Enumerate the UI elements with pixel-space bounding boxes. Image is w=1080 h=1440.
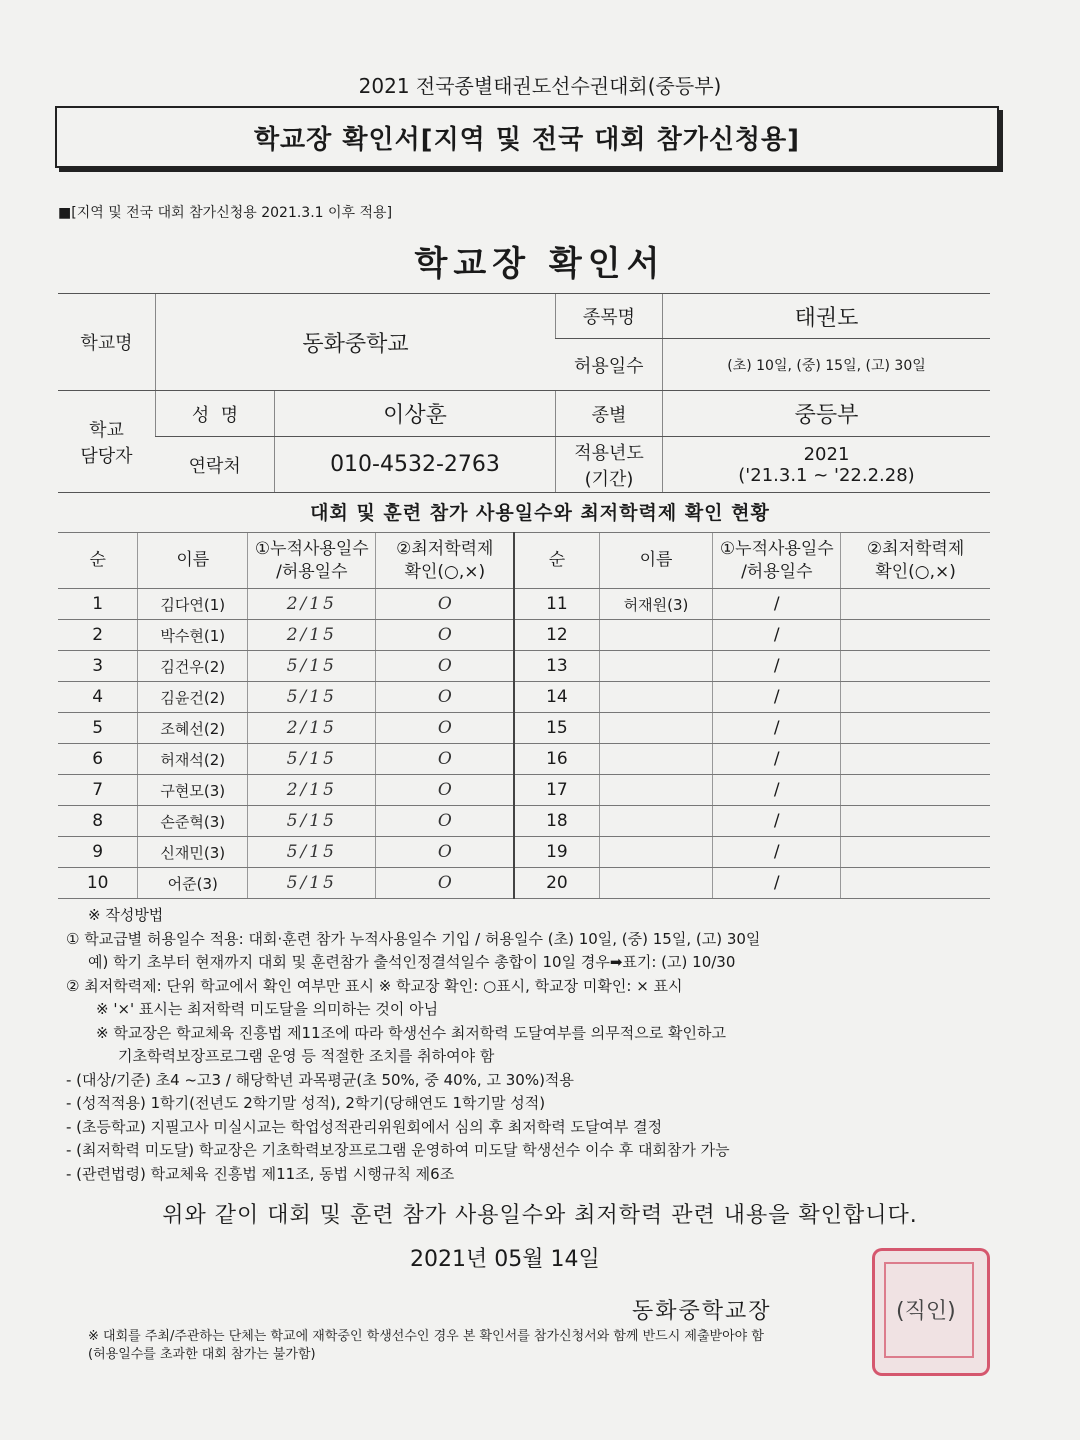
- row-name: [599, 713, 713, 744]
- table-row: [58, 837, 990, 868]
- row-days: 2/15: [248, 589, 376, 620]
- row-check: [841, 775, 990, 806]
- status-table: [58, 532, 990, 899]
- row-days: 5/15: [248, 682, 376, 713]
- row-name: 김다연(1): [138, 589, 248, 620]
- row-no: 7: [58, 775, 138, 806]
- row-name: 김윤건(2): [138, 682, 248, 713]
- row-no: 12: [514, 620, 599, 651]
- school-label: 학교명: [58, 294, 156, 391]
- row-check: O: [376, 744, 514, 775]
- row-days: /: [713, 682, 841, 713]
- name-value: 이상훈: [275, 391, 556, 437]
- phone-value: 010-4532-2763: [275, 437, 556, 493]
- notice-line: ■[지역 및 전국 대회 참가신청용 2021.3.1 이후 적용]: [58, 205, 393, 221]
- row-check: [841, 744, 990, 775]
- row-name: [599, 620, 713, 651]
- table-row: [58, 775, 990, 806]
- instruction-line: - (초등학교) 지필고사 미실시교는 학업성적관리위원회에서 심의 후 최저학력 도달여부 결정: [66, 1117, 663, 1136]
- row-days: 5/15: [248, 806, 376, 837]
- sport-label: 종목명: [556, 294, 663, 339]
- year-value: [663, 437, 991, 493]
- row-name: [599, 744, 713, 775]
- table-row: [58, 868, 990, 899]
- row-check: O: [376, 775, 514, 806]
- allowed-days-value: (초) 10일, (중) 15일, (고) 30일: [663, 339, 991, 391]
- header-days-left: [248, 533, 376, 589]
- phone-label: 연락처: [156, 437, 275, 493]
- row-name: 구현모(3): [138, 775, 248, 806]
- table-row: [58, 589, 990, 620]
- row-days: /: [713, 806, 841, 837]
- contact-label-line2: 담당자: [80, 445, 133, 467]
- principal-signature: 동화중학교장: [632, 1299, 772, 1324]
- row-no: 6: [58, 744, 138, 775]
- row-days: /: [713, 775, 841, 806]
- header-check-line1: ②최저학력제: [866, 539, 965, 560]
- row-check: [841, 620, 990, 651]
- instruction-line: - (최저학력 미도달) 학교장은 기초학력보장프로그램 운영하여 미도달 학생선수 이수 후 대회참가 가능: [66, 1141, 730, 1159]
- row-check: O: [376, 806, 514, 837]
- header-check-line2: 확인(○,×): [404, 561, 486, 582]
- table-row: [58, 806, 990, 837]
- row-days: /: [713, 589, 841, 620]
- row-check: O: [376, 651, 514, 682]
- table-row: [58, 744, 990, 775]
- row-name: 조혜선(2): [138, 713, 248, 744]
- row-name: 허재석(2): [138, 744, 248, 775]
- row-no: 13: [514, 651, 599, 682]
- row-days: 5/15: [248, 744, 376, 775]
- row-days: /: [713, 713, 841, 744]
- table-row: [58, 713, 990, 744]
- form-title-box: [55, 106, 999, 168]
- row-check: [841, 682, 990, 713]
- seal-label: (직인): [896, 1299, 956, 1324]
- school-info-table: [58, 293, 990, 493]
- sport-value: 태권도: [663, 294, 991, 339]
- row-days: 2/15: [248, 713, 376, 744]
- instruction-line: - (관련법령) 학교체육 진흥법 제11조, 동법 시행규칙 제6조: [66, 1164, 455, 1183]
- school-value: 동화중학교: [156, 294, 556, 391]
- header-check-left: [376, 533, 514, 589]
- header-name-left: 이름: [138, 533, 248, 589]
- instruction-line: - (대상/기준) 초4 ~고3 / 해당학년 과목평균(초 50%, 중 40%, 고 30%)적용: [66, 1070, 574, 1089]
- allowed-days-label: 허용일수: [556, 339, 663, 391]
- row-no: 14: [514, 682, 599, 713]
- row-no: 20: [514, 868, 599, 899]
- row-check: O: [376, 682, 514, 713]
- header-days-line1: ①누적사용일수: [254, 539, 369, 560]
- row-no: 17: [514, 775, 599, 806]
- year-label-line1: 적용년도: [574, 442, 644, 464]
- event-title: 2021 전국종별태권도선수권대회(중등부): [358, 74, 722, 98]
- instruction-line: - (성적적용) 1학기(전년도 2학기말 성적), 2학기(당해연도 1학기말 성적): [66, 1094, 546, 1112]
- header-days-line2: /허용일수: [741, 561, 813, 582]
- header-days-line1: ①누적사용일수: [719, 539, 834, 560]
- row-name: [599, 806, 713, 837]
- footnote-line: (허용일수를 초과한 대회 참가는 불가함): [88, 1347, 316, 1362]
- header-check-line2: 확인(○,×): [875, 561, 956, 582]
- row-no: 16: [514, 744, 599, 775]
- instruction-line: ② 최저학력제: 단위 학교에서 확인 여부만 표시 ※ 학교장 확인: ○표시, 학교장 미확인: × 표시: [66, 976, 683, 995]
- header-name-right: 이름: [599, 533, 713, 589]
- row-name: [599, 837, 713, 868]
- row-no: 3: [58, 651, 138, 682]
- year-value-line2: ('21.3.1 ~ '22.2.28): [738, 464, 915, 486]
- confirmation-statement: 위와 같이 대회 및 훈련 참가 사용일수와 최저학력 관련 내용을 확인합니다.: [162, 1203, 918, 1228]
- division-value: 중등부: [663, 391, 991, 437]
- row-name: 손준혁(3): [138, 806, 248, 837]
- row-no: 9: [58, 837, 138, 868]
- row-check: O: [376, 589, 514, 620]
- table-row: [58, 620, 990, 651]
- instruction-line: ※ '×' 표시는 최저학력 미도달을 의미하는 것이 아님: [96, 1000, 439, 1018]
- row-days: /: [713, 868, 841, 899]
- issue-date: 2021년 05월 14일: [410, 1247, 600, 1272]
- header-no-left: 순: [58, 533, 138, 589]
- row-name: 김건우(2): [138, 651, 248, 682]
- instruction-line: ① 학교급별 허용일수 적용: 대회·훈련 참가 누적사용일수 기입 / 허용일수 (초) 10일, (중) 15일, (고) 30일: [66, 929, 761, 948]
- row-days: 5/15: [248, 651, 376, 682]
- row-check: [841, 837, 990, 868]
- row-name: 박수현(1): [138, 620, 248, 651]
- row-check: O: [376, 837, 514, 868]
- footnote: [88, 1328, 764, 1364]
- row-check: O: [376, 868, 514, 899]
- contact-label-line1: 학교: [89, 419, 124, 441]
- row-days: 5/15: [248, 868, 376, 899]
- row-name: 어준(3): [138, 868, 248, 899]
- row-name: [599, 651, 713, 682]
- row-no: 1: [58, 589, 138, 620]
- row-no: 15: [514, 713, 599, 744]
- year-label-line2: (기간): [584, 468, 634, 490]
- year-label: [556, 437, 663, 493]
- table-row: [58, 651, 990, 682]
- row-no: 2: [58, 620, 138, 651]
- instructions-heading: ※ 작성방법: [88, 906, 164, 924]
- row-no: 10: [58, 868, 138, 899]
- row-check: [841, 713, 990, 744]
- division-label: 종별: [556, 391, 663, 437]
- row-name: [599, 682, 713, 713]
- footnote-line: ※ 대회를 주최/주관하는 단체는 학교에 재학중인 학생선수인 경우 본 확인서를 참가신청서와 함께 반드시 제출받아야 함: [88, 1329, 764, 1344]
- row-no: 8: [58, 806, 138, 837]
- name-label: 성 명: [156, 391, 275, 437]
- row-check: [841, 806, 990, 837]
- row-check: [841, 868, 990, 899]
- header-days-line2: /허용일수: [276, 561, 348, 582]
- row-days: 5/15: [248, 837, 376, 868]
- contact-person-label: [58, 391, 156, 493]
- row-check: O: [376, 620, 514, 651]
- row-no: 5: [58, 713, 138, 744]
- row-days: /: [713, 744, 841, 775]
- row-name: 허재원(3): [599, 589, 713, 620]
- status-table-body: [58, 589, 990, 899]
- table-row: [58, 682, 990, 713]
- row-name: [599, 775, 713, 806]
- instruction-line: 예) 학기 초부터 현재까지 대회 및 훈련참가 출석인정결석일수 총합이 10일 경우➡표기: (고) 10/30: [88, 953, 736, 971]
- status-title: 대회 및 훈련 참가 사용일수와 최저학력제 확인 현황: [310, 502, 770, 524]
- row-no: 4: [58, 682, 138, 713]
- year-value-line1: 2021: [803, 443, 850, 465]
- row-no: 19: [514, 837, 599, 868]
- row-check: [841, 651, 990, 682]
- document-title: 학교장 확인서: [414, 244, 666, 284]
- instruction-line: 기초학력보장프로그램 운영 등 적절한 조치를 취하여야 함: [118, 1047, 495, 1065]
- row-check: O: [376, 713, 514, 744]
- form-title: 학교장 확인서[지역 및 전국 대회 참가신청용]: [253, 124, 801, 155]
- row-days: /: [713, 837, 841, 868]
- header-no-right: 순: [514, 533, 599, 589]
- row-no: 11: [514, 589, 599, 620]
- row-days: /: [713, 651, 841, 682]
- header-check-line1: ②최저학력제: [396, 539, 494, 560]
- instructions: [66, 904, 986, 1186]
- row-check: [841, 589, 990, 620]
- row-days: 2/15: [248, 775, 376, 806]
- row-name: [599, 868, 713, 899]
- header-days-right: [713, 533, 841, 589]
- row-name: 신재민(3): [138, 837, 248, 868]
- instruction-line: ※ 학교장은 학교체육 진흥법 제11조에 따라 학생선수 최저학력 도달여부를 의무적으로 확인하고: [96, 1023, 726, 1042]
- row-no: 18: [514, 806, 599, 837]
- header-check-right: [841, 533, 990, 589]
- row-days: 2/15: [248, 620, 376, 651]
- row-days: /: [713, 620, 841, 651]
